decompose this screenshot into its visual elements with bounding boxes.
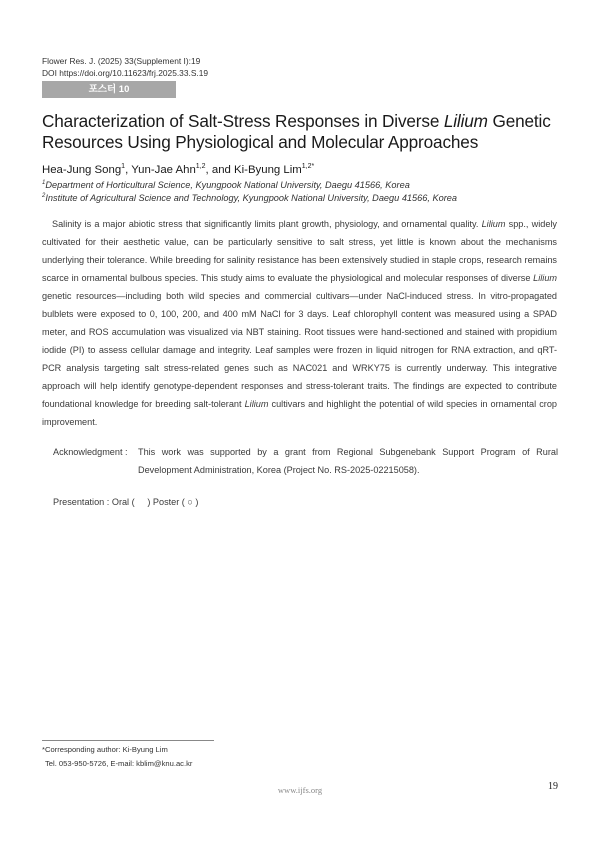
abstract-text: Salinity is a major abiotic stress that significantly limits plant growth, physiology, and ornamental quality. [52,219,482,229]
corresponding-author: *Corresponding author: Ki-Byung Lim [42,745,168,754]
acknowledgment-label: Acknowledgment : [53,447,128,457]
author-separator: , and [205,163,235,176]
author-separator: , [125,163,132,176]
abstract-genus: Lilium [533,273,557,283]
poster-badge: 포스터 10 [42,81,176,98]
presentation-type: Presentation : Oral ( ) Poster ( ○ ) [53,497,199,507]
author-sup: 1 [121,163,126,170]
abstract-genus: Lilium [244,399,269,409]
author-name: Hea-Jung Song [42,163,122,176]
affiliation-text: Institute of Agricultural Science and Technology, Kyungpook National University, Daegu 41566, Korea [45,193,457,204]
author-list [42,163,314,176]
affiliation-1 [42,180,410,190]
paper-title [42,111,562,152]
doi-line: DOI https://doi.org/10.11623/frj.2025.33.S.19 [42,68,209,78]
title-part-2: Genetic Resources Using Physiological and Molecular Approaches [42,111,551,152]
affiliation-text: Department of Horticultural Science, Kyungpook National University, Daegu 41566, Korea [45,180,410,191]
journal-header [42,55,208,79]
journal-website: www.ijfs.org [277,785,323,795]
author-name: Yun-Jae Ahn [131,163,196,176]
abstract-text: genetic resources—including both wild species and commercial cultivars—under NaCl-induced stress. In vitro-propagated bulblets were exposed to 0, 100, 200, and 400 mM NaCl for 3 days. Leaf chlorophyll content was measured using a SPAD meter, and ROS accumulation was visualized via NBT staining. Root tissues were hand-sectioned and stained with propidium iodide (PI) to assess cellular damage and integrity. Leaf samples were frozen in liquid nitrogen for RNA extraction, and qRT-PCR analysis targeting salt stress-related genes such as NAC021 and WRKY75 is currently underway. This integrative approach will help identify genotype-dependent responses and stress-tolerant traits. The findings are expected to contribute foundational knowledge for breeding salt-tolerant [42,291,557,409]
abstract-body [42,215,557,431]
affiliation-sup: 2 [42,193,46,199]
acknowledgment-text: This work was supported by a grant from Regional Subgenebank Support Program of Rural Development Administration, Korea (Project No. RS-2025-02215058). [138,447,558,475]
footnote-divider [42,740,214,741]
author-name: Ki-Byung Lim [234,163,302,176]
journal-citation: Flower Res. J. (2025) 33(Supplement I):19 [42,56,201,66]
affiliation-2 [42,193,457,203]
abstract-genus: Lilium [481,219,506,229]
author-sup: 1,2 [195,163,206,170]
page-number: 19 [548,781,558,792]
title-genus: Lilium [443,111,488,131]
author-sup: 1,2* [301,163,315,170]
abstract-text: cultivars and highlight the potential of wild species in ornamental crop improvement. [42,399,557,427]
title-part-1: Characterization of Salt-Stress Responses in Diverse [42,111,444,131]
abstract-text: spp., widely cultivated for their aesthetic value, can be particularly sensitive to salt stress, yet little is known about the mechanisms underlying their tolerance. While breeding for salinity resistance has been extensively studied in staple crops, research remains scarce in ornamental bulbous species. This study aims to evaluate the physiological and molecular responses of diverse [42,219,557,283]
affiliation-sup: 1 [42,180,46,186]
contact-info: Tel. 053-950-5726, E-mail: kblim@knu.ac.kr [45,759,193,768]
